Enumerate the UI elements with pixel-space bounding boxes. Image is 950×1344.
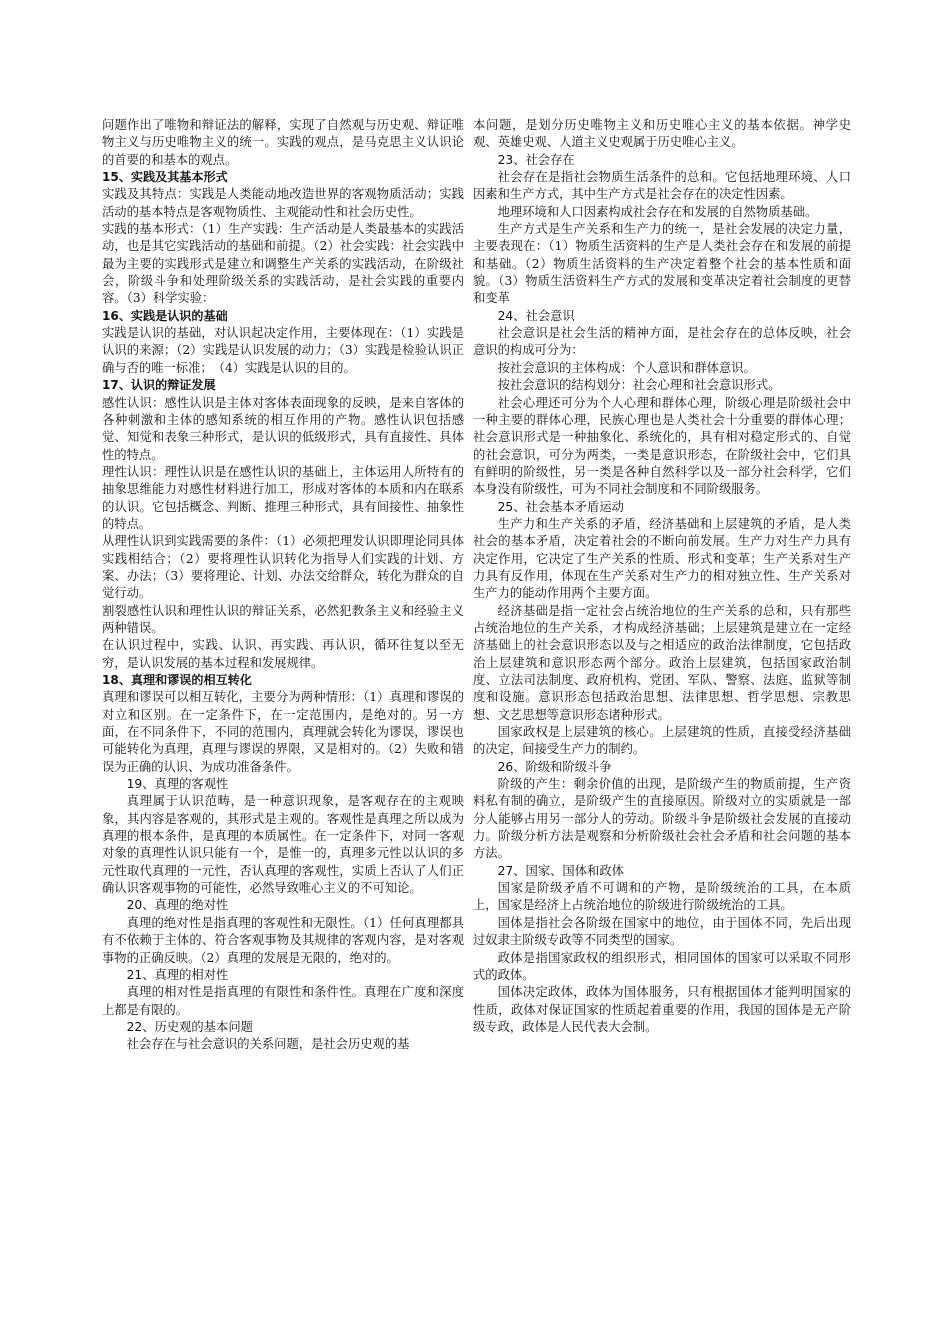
paragraph: 本问题，是划分历史唯物主义和历史唯心主义的基本依据。神学史观、英雄史观、人道主义史观属于历史唯心主义。 — [473, 118, 851, 150]
paragraph: 真理和谬误可以相互转化，主要分为两种情形：（1）真理和谬误的对立和区别。在一定条件下，在一定范围内，是绝对的。另一方面，在不同条件下，不同的范围内，真理就会转化为谬误，谬误也可能转化为真理，真理与谬误的界限，又是相对的。（2）失败和错误为正确的认识、为成功准备条件。 — [102, 690, 464, 774]
right-column — [473, 117, 851, 1036]
section-heading: 26、阶级和阶级斗争 — [497, 759, 612, 774]
paragraph: 阶级的产生：剩余价值的出现，是阶级产生的物质前提，生产资料私有制的确立，是阶级产生的直接原因。阶级对立的实质就是一部分人能够占用另一部分人的劳动。阶级斗争是阶级社会发展的直接动力。阶级分析方法是观察和分析阶级社会社会矛盾和社会问题的基本方法。 — [473, 777, 851, 861]
paragraph: 按社会意识的结构划分：社会心理和社会意识形式。 — [497, 378, 781, 393]
paragraph: 在认识过程中，实践、认识、再实践、再认识，循环往复以至无穷，是认识发展的基本过程和发展规律。 — [102, 638, 464, 670]
paragraph: 感性认识：感性认识是主体对客体表面现象的反映，是来自客体的各种刺激和主体的感知系统的相互作用的产物。感性认识包括感觉、知觉和表象三种形式，是认识的低级形式，具有直接性、具体性的特点。 — [102, 395, 464, 462]
paragraph: 从理性认识到实践需要的条件：（1）必须把理发认识即理论同具体实践相结合；（2）要将理性认识转化为指导人们实践的计划、方案、办法；（3）要将理论、计划、办法交给群众，转化为群众的自觉行动。 — [102, 534, 464, 601]
paragraph: 国体是指社会各阶级在国家中的地位，由于国体不同，先后出现过奴隶主阶级专政等不同类型的国家。 — [473, 915, 851, 948]
section-heading: 24、社会意识 — [497, 308, 575, 323]
paragraph: 社会意识是社会生活的精神方面，是社会存在的总体反映，社会意识的构成可分为： — [473, 326, 851, 358]
section-heading: 17、认识的辩证发展 — [102, 378, 216, 393]
paragraph: 国家是阶级矛盾不可调和的产物，是阶级统治的工具，在本质上，国家是经济上占统治地位的阶级进行阶级统治的工具。 — [473, 881, 851, 913]
section-heading: 16、实践是认识的基础 — [102, 308, 228, 323]
section-heading: 18、真理和谬误的相互转化 — [102, 673, 252, 687]
paragraph: 政体是指国家政权的组织形式，相同国体的国家可以采取不同形式的政体。 — [473, 950, 851, 982]
paragraph: 理性认识：理性认识是在感性认识的基础上，主体运用人所特有的抽象思维能力对感性材料进行加工，形成对客体的本质和内在联系的认识。它包括概念、判断、推理三种形式，具有间接性、抽象性的特点。 — [102, 464, 464, 531]
paragraph: 真理的绝对性是指真理的客观性和无限性。（1）任何真理都具有不依赖于主体的、符合客观事物及其规律的客观内容，是对客观事物的正确反映。（2）真理的发展是无限的，绝对的。 — [102, 915, 464, 965]
paragraph: 社会心理还可分为个人心理和群体心理，阶级心理是阶级社会中一种主要的群体心理，民族心理也是人类社会十分重要的群体心理；社会意识形式是一种抽象化、系统化的，具有相对稳定形式的、自觉的社会意识，可分为两类，一类是意识形态，在阶级社会中，它们具有鲜明的阶级性，另一类是各种自然科学以及一部分社会科学，它们本身没有阶级性，可为不同社会制度和不同阶级服务。 — [473, 395, 851, 497]
paragraph: 国体决定政体，政体为国体服务，只有根据国体才能判明国家的性质，政体对保证国家的性质起着重要的作用，我国的国体是无产阶级专政，政体是人民代表大会制。 — [473, 985, 851, 1034]
paragraph: 真理的相对性是指真理的有限性和条件性。真理在广度和深度上都是有限的。 — [102, 985, 464, 1017]
left-column — [102, 117, 464, 1054]
section-heading: 27、国家、国体和政体 — [497, 863, 624, 878]
paragraph: 生产力和生产关系的矛盾，经济基础和上层建筑的矛盾，是人类社会的基本矛盾，决定着社会的不断向前发展。生产力对生产力具有决定作用，它决定了生产关系的性质、形式和变革；生产关系对生产力具有反作用，体现在生产关系对生产力的相对独立性、生产关系对生产力的能动作用两个主要方面。 — [473, 516, 851, 601]
section-heading: 22、历史观的基本问题 — [126, 1019, 253, 1034]
paragraph: 实践及其特点：实践是人类能动地改造世界的客观物质活动；实践活动的基本特点是客观物质性、主观能动性和社会历史性。 — [102, 187, 464, 219]
paragraph: 国家政权是上层建筑的核心。上层建筑的性质，直接受经济基础的决定，间接受生产力的制约。 — [473, 725, 851, 757]
paragraph: 实践是认识的基础，对认识起决定作用，主要体现在：（1）实践是认识的来源；（2）实践是认识发展的动力；（3）实践是检验认识正确与否的唯一标准； （4）实践是认识的目的。 — [102, 326, 464, 375]
paragraph: 真理属于认识范畴，是一种意识现象，是客观存在的主观映象，其内容是客观的，其形式是主观的。客观性是真理之所以成为真理的根本条件，是真理的本质属性。在一定条件下，对同一客观对象的真理性认识只能有一个，是惟一的，真理多元性以认识的多元性取代真理的一元性，否认真理的客观性，实质上否认了人们正确认识客观事物的可能性，必然导致唯心主义的不可知论。 — [102, 794, 464, 896]
paragraph: 生产方式是生产关系和生产力的统一，是社会发展的决定力量，主要表现在：（1）物质生活资料的生产是人类社会存在和发展的前提和基础。（2）物质生活资料的生产决定着整个社会的基本性质和面貌。（3）物质生活资料生产方式的发展和变革决定着社会制度的更替和变革 — [473, 222, 851, 306]
section-heading: 21、真理的相对性 — [126, 967, 229, 982]
section-heading: 15、实践及其基本形式 — [102, 170, 228, 185]
section-heading: 20、真理的绝对性 — [126, 898, 229, 913]
paragraph: 按社会意识的主体构成：个人意识和群体意识。 — [497, 360, 756, 375]
paragraph: 社会存在是指社会物质生活条件的总和。它包括地理环境、人口因素和生产方式，其中生产方式是社会存在的决定性因素。 — [473, 170, 851, 202]
paragraph: 问题作出了唯物和辩证法的解释，实现了自然观与历史观、辩证唯物主义与历史唯物主义的统一。实践的观点，是马克思主义认识论的首要的和基本的观点。 — [102, 118, 464, 167]
section-heading: 23、社会存在 — [497, 152, 575, 167]
paragraph: 经济基础是指一定社会占统治地位的生产关系的总和，只有那些占统治地位的生产关系，才构成经济基础；上层建筑是建立在一定经济基础上的社会意识形态以及与之相适应的政治法律制度，它包括政治上层建筑和意识形态两个部分。政治上层建筑，包括国家政治制度、立法司法制度、政府机构、党团、军队、警察、法庭、监狱等制度和设施。意识形态包括政治思想、法律思想、哲学思想、宗教思想、文艺思想等意识形态诸种形式。 — [473, 603, 851, 722]
paragraph: 地理环境和人口因素构成社会存在和发展的自然物质基础。 — [497, 204, 818, 219]
paragraph: 社会存在与社会意识的关系问题，是社会历史观的基 — [126, 1037, 410, 1052]
paragraph: 割裂感性认识和理性认识的辩证关系，必然犯教条主义和经验主义两种错误。 — [102, 603, 464, 635]
section-heading: 19、真理的客观性 — [126, 777, 229, 792]
paragraph: 实践的基本形式：（1）生产实践：生产活动是人类最基本的实践活动，也是其它实践活动的基础和前提。（2）社会实践：社会实践中最为主要的实践形式是建立和调整生产关系的实践活动，在阶级社会，阶级斗争和处理阶级关系的实践活动，是社会实践的重要内容。（3）科学实验： — [102, 222, 464, 306]
section-heading: 25、社会基本矛盾运动 — [497, 499, 624, 514]
